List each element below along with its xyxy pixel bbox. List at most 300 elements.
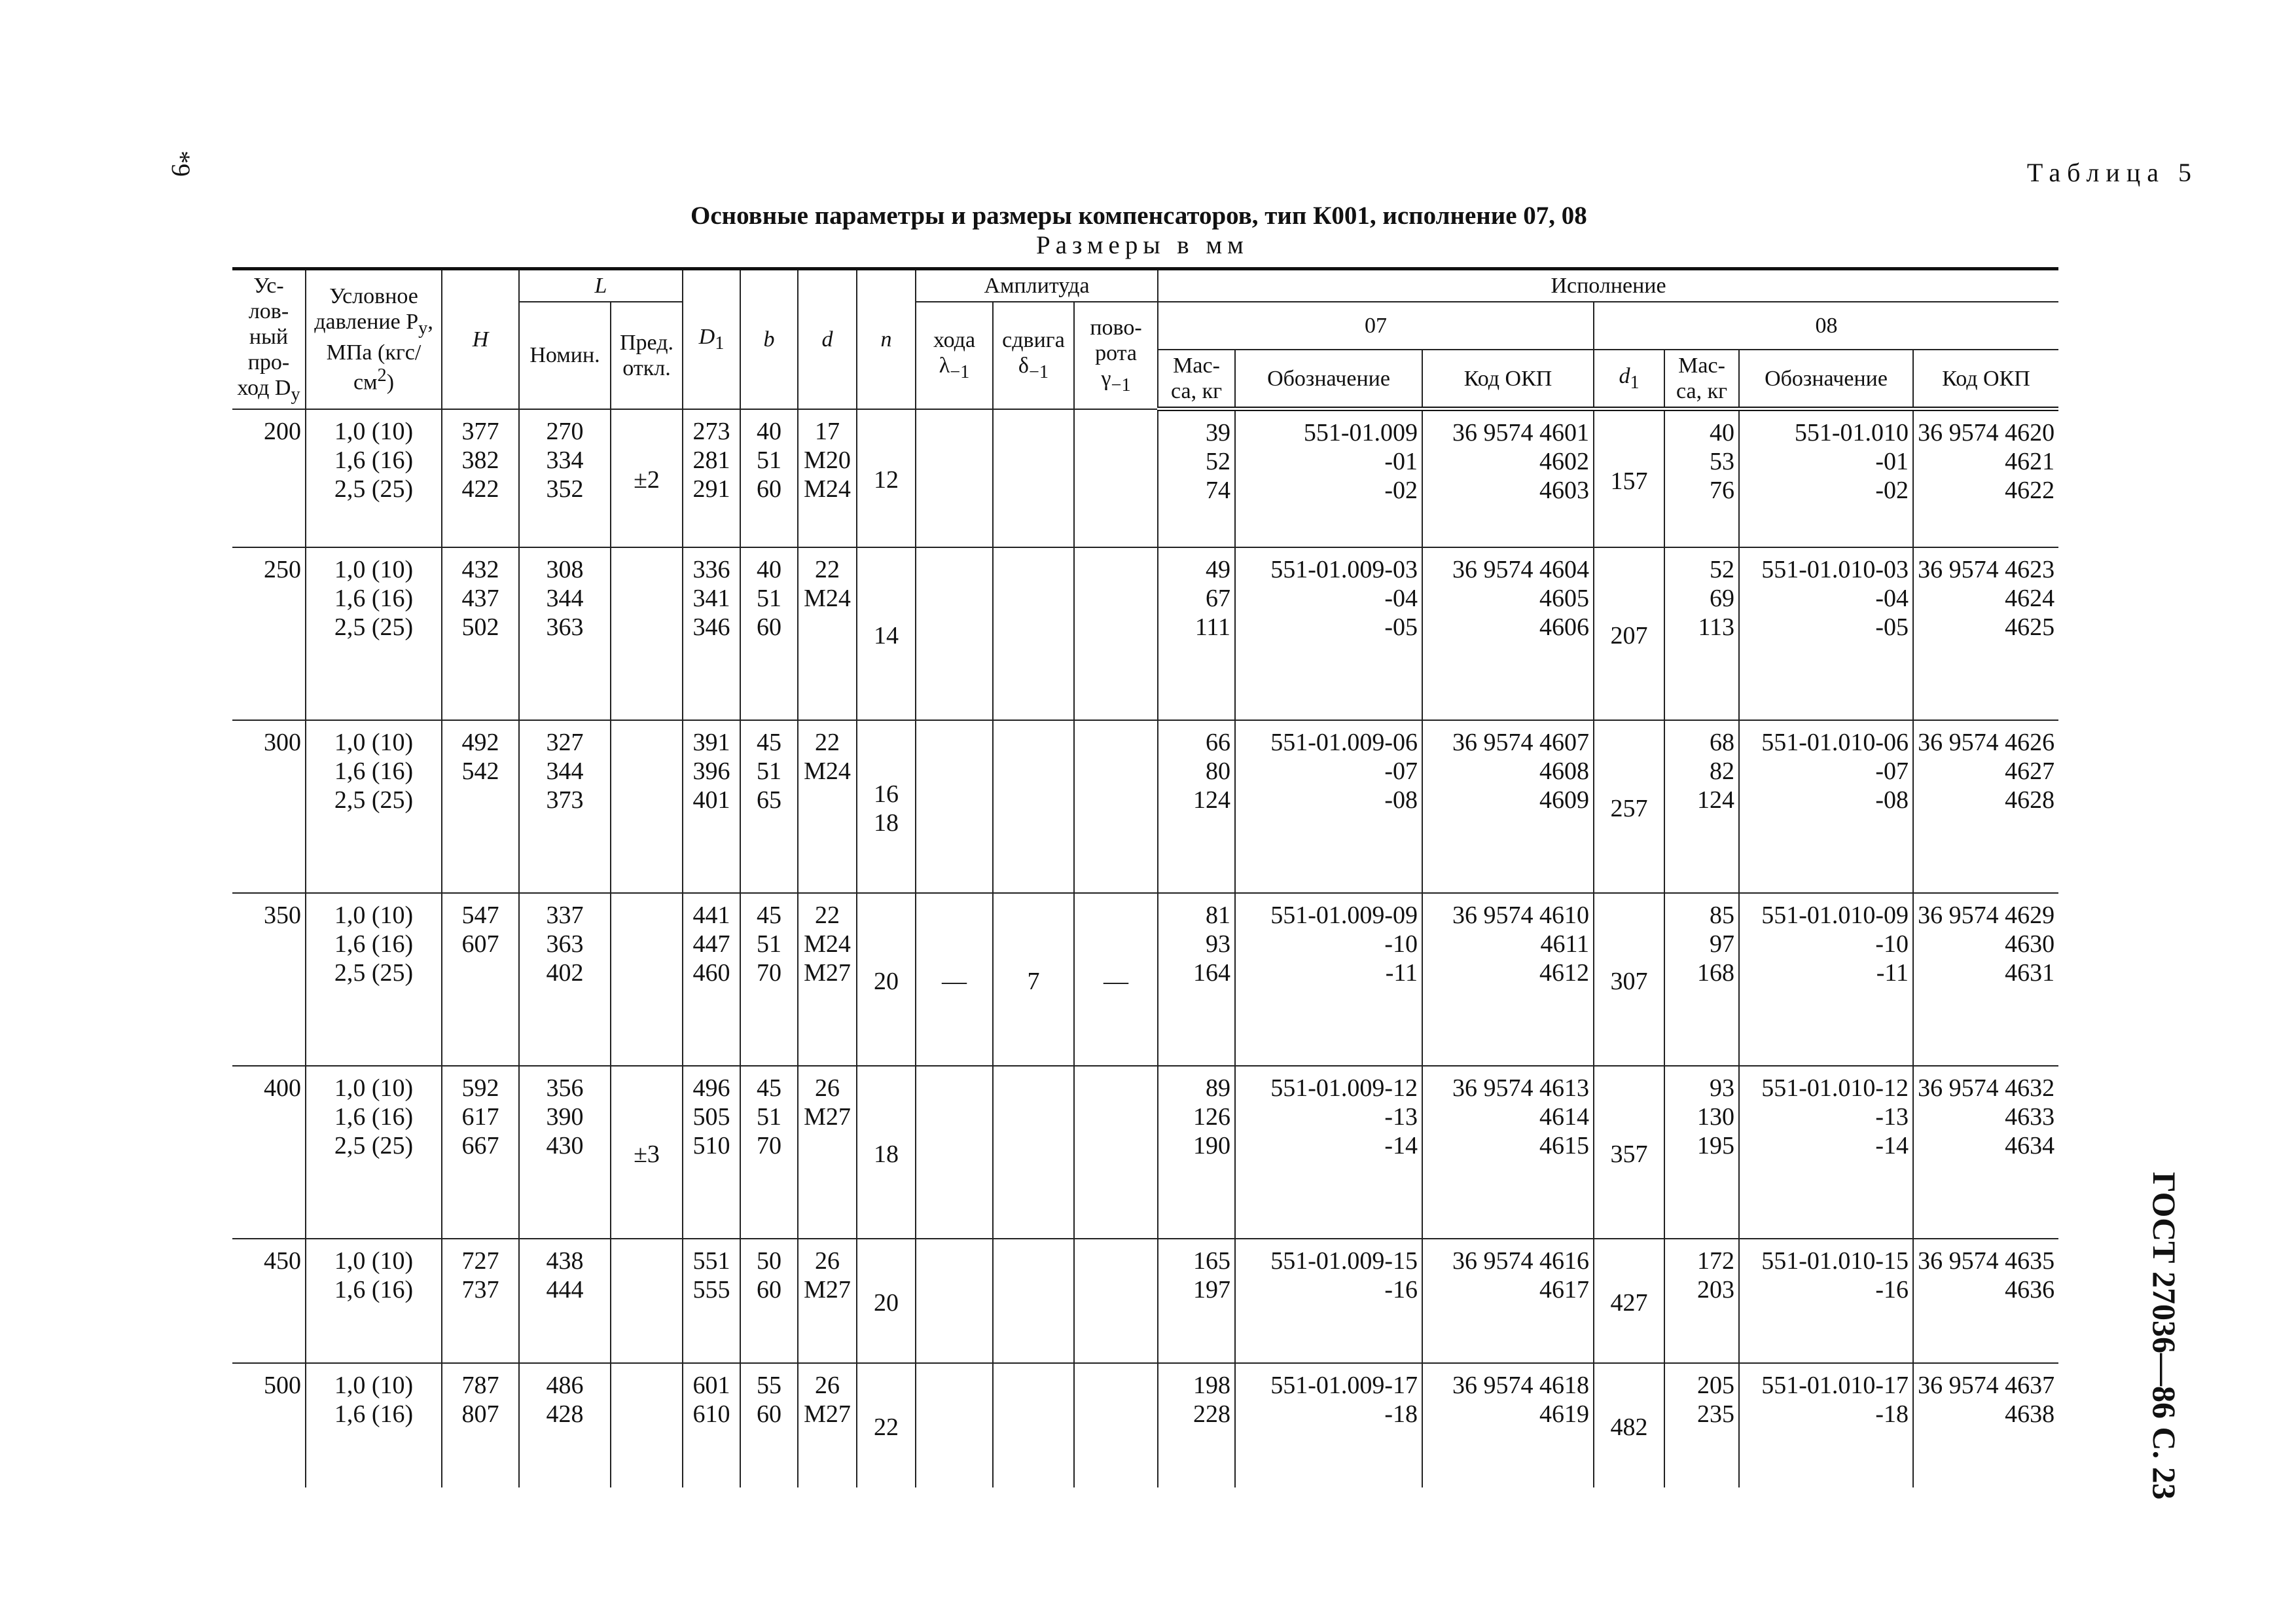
d-value: 22	[815, 555, 840, 583]
d1-value: 441	[692, 901, 730, 929]
col-header-n: n	[857, 269, 916, 409]
cell-h	[442, 720, 519, 893]
h-value: 382	[461, 446, 499, 474]
pressure-value: 1,0 (10)	[334, 901, 414, 929]
mass-07-value: 67	[1206, 584, 1231, 612]
designation-07-value: 551-01.009-03	[1270, 555, 1418, 583]
d1-value: 610	[692, 1400, 730, 1428]
col-header-okp-08: Код ОКП	[1913, 350, 2058, 409]
d-value: 22	[815, 728, 840, 756]
okp-08-value: 4625	[2005, 613, 2055, 641]
cell-okp-08	[1913, 547, 2058, 720]
d1-value: 281	[692, 446, 730, 474]
cell-n	[857, 720, 916, 893]
b-value: 45	[757, 1074, 782, 1102]
cell-pressure	[306, 1239, 442, 1363]
designation-08-value: 551-01.010-06	[1761, 728, 1909, 756]
cell-d1	[683, 720, 740, 893]
cell-d	[798, 547, 857, 720]
d1-value: 401	[692, 786, 730, 814]
mass-08-value: 68	[1710, 728, 1735, 756]
cell-amp-stroke: —	[916, 893, 993, 1066]
mass-07-value: 80	[1206, 757, 1231, 785]
pressure-value: 2,5 (25)	[334, 1131, 414, 1159]
designation-08-value: -01	[1875, 448, 1909, 476]
mass-08-value: 168	[1697, 958, 1735, 987]
cell-mass-07	[1158, 1363, 1235, 1487]
okp-07-value: 4619	[1539, 1400, 1590, 1428]
cell-d1-08: 207	[1594, 547, 1664, 720]
cell-dy: 450	[232, 1239, 306, 1363]
okp-08-value: 4628	[2005, 786, 2055, 814]
h-value: 502	[461, 613, 499, 641]
cell-amp-shift	[993, 547, 1074, 720]
col-header-execution: Исполнение	[1158, 269, 2058, 302]
l-nom-value: 356	[546, 1074, 584, 1102]
mass-08-value: 69	[1710, 584, 1735, 612]
cell-designation-08	[1739, 1239, 1913, 1363]
designation-08-value: -08	[1875, 786, 1909, 814]
cell-d	[798, 1363, 857, 1487]
col-header-okp-07: Код ОКП	[1422, 350, 1594, 409]
cell-amp-turn	[1074, 409, 1158, 547]
table-row	[232, 409, 2058, 547]
okp-07-value: 36 9574 4618	[1452, 1371, 1590, 1399]
h-value: 437	[461, 584, 499, 612]
okp-08-value: 4638	[2005, 1400, 2055, 1428]
designation-08-value: 551-01.010-12	[1761, 1074, 1909, 1102]
designation-07-value: -18	[1384, 1400, 1418, 1428]
pressure-value: 2,5 (25)	[334, 613, 414, 641]
b-value: 50	[757, 1247, 782, 1275]
mass-08-value: 195	[1697, 1131, 1735, 1159]
okp-08-value: 36 9574 4629	[1918, 901, 2055, 929]
cell-mass-08	[1664, 1363, 1739, 1487]
pressure-value: 1,6 (16)	[334, 757, 414, 785]
l-nom-value: 337	[546, 901, 584, 929]
cell-l-dev	[611, 547, 683, 720]
cell-okp-08	[1913, 1239, 2058, 1363]
designation-07-value: -05	[1384, 613, 1418, 641]
d1-value: 341	[692, 584, 730, 612]
cell-h	[442, 893, 519, 1066]
cell-d1-08: 357	[1594, 1066, 1664, 1239]
cell-h	[442, 547, 519, 720]
d-value: 22	[815, 901, 840, 929]
designation-08-value: -05	[1875, 613, 1909, 641]
cell-mass-08	[1664, 893, 1739, 1066]
mass-07-value: 165	[1193, 1247, 1231, 1275]
cell-l-nom	[519, 1239, 611, 1363]
cell-designation-08	[1739, 1066, 1913, 1239]
l-nom-value: 363	[546, 930, 584, 958]
l-nom-value: 270	[546, 417, 584, 445]
cell-okp-07	[1422, 720, 1594, 893]
table-row	[232, 1239, 2058, 1363]
designation-08-value: 551-01.010-15	[1761, 1247, 1909, 1275]
cell-mass-08	[1664, 1066, 1739, 1239]
mass-08-value: 40	[1710, 419, 1735, 447]
cell-okp-08	[1913, 1066, 2058, 1239]
mass-07-value: 81	[1206, 901, 1231, 929]
l-nom-value: 327	[546, 728, 584, 756]
okp-08-value: 36 9574 4620	[1918, 419, 2055, 447]
cell-d1	[683, 893, 740, 1066]
cell-amp-shift	[993, 1239, 1074, 1363]
b-value: 51	[757, 757, 782, 785]
cell-l-dev: ±3	[611, 1066, 683, 1239]
okp-08-value: 4622	[2005, 477, 2055, 505]
mass-08-value: 205	[1697, 1371, 1735, 1399]
cell-d	[798, 720, 857, 893]
cell-l-nom	[519, 720, 611, 893]
units-caption: Размеры в мм	[1036, 231, 1249, 259]
cell-d1	[683, 1066, 740, 1239]
mass-08-value: 172	[1697, 1247, 1735, 1275]
d1-value: 496	[692, 1074, 730, 1102]
col-header-mass-08: Мас-са, кг	[1664, 350, 1739, 409]
cell-designation-08	[1739, 893, 1913, 1066]
okp-08-value: 36 9574 4626	[1918, 728, 2055, 756]
cell-mass-07	[1158, 1066, 1235, 1239]
cell-okp-07	[1422, 893, 1594, 1066]
cell-amp-stroke	[916, 409, 993, 547]
mass-08-value: 52	[1710, 555, 1735, 583]
l-nom-value: 308	[546, 555, 584, 583]
cell-mass-07	[1158, 720, 1235, 893]
cell-amp-shift	[993, 1363, 1074, 1487]
cell-okp-08	[1913, 893, 2058, 1066]
cell-mass-08	[1664, 547, 1739, 720]
cell-dy: 400	[232, 1066, 306, 1239]
l-nom-value: 334	[546, 446, 584, 474]
mass-07-value: 52	[1206, 448, 1231, 476]
pressure-value: 1,0 (10)	[334, 555, 414, 583]
l-nom-value: 428	[546, 1400, 584, 1428]
cell-l-dev	[611, 1363, 683, 1487]
cell-l-nom	[519, 547, 611, 720]
cell-okp-08	[1913, 409, 2058, 547]
document-title: Основные параметры и размеры компенсаторов, тип К001, исполнение 07, 08	[691, 202, 1587, 230]
okp-07-value: 4615	[1539, 1131, 1590, 1159]
designation-07-value: -13	[1384, 1103, 1418, 1131]
parameters-table	[232, 267, 2058, 1487]
designation-07-value: 551-01.009-06	[1270, 728, 1418, 756]
h-value: 807	[461, 1400, 499, 1428]
h-value: 492	[461, 728, 499, 756]
mass-07-value: 111	[1194, 613, 1231, 641]
b-value: 60	[757, 1400, 782, 1428]
d1-value: 447	[692, 930, 730, 958]
cell-d1-08: 157	[1594, 409, 1664, 547]
d-value: 26	[815, 1074, 840, 1102]
cell-okp-07	[1422, 1066, 1594, 1239]
cell-h	[442, 409, 519, 547]
designation-08-value: -18	[1875, 1400, 1909, 1428]
designation-07-value: -08	[1384, 786, 1418, 814]
cell-d1-08: 257	[1594, 720, 1664, 893]
cell-d	[798, 1239, 857, 1363]
mass-08-value: 130	[1697, 1103, 1735, 1131]
okp-07-value: 36 9574 4616	[1452, 1247, 1590, 1275]
col-header-dy: Ус-лов-ный про-ход $D_у$	[232, 269, 306, 409]
col-header-d1: $D_1$	[683, 269, 740, 409]
col-header-amplitude: Амплитуда	[916, 269, 1158, 302]
okp-07-value: 4606	[1539, 613, 1590, 641]
mass-07-value: 198	[1193, 1371, 1231, 1399]
cell-d1	[683, 1363, 740, 1487]
cell-amp-shift	[993, 409, 1074, 547]
cell-l-dev: ±2	[611, 409, 683, 547]
d1-value: 396	[692, 757, 730, 785]
okp-07-value: 36 9574 4607	[1452, 728, 1590, 756]
cell-pressure	[306, 409, 442, 547]
mass-07-value: 190	[1193, 1131, 1231, 1159]
pressure-value: 1,0 (10)	[334, 1247, 414, 1275]
col-header-exec-08: 08	[1594, 302, 2058, 350]
b-value: 51	[757, 446, 782, 474]
col-header-pressure: Условное давление $P_у$, МПа $(кгс/см^2)$	[306, 269, 442, 409]
col-header-exec-07: 07	[1158, 302, 1594, 350]
pressure-value: 1,0 (10)	[334, 728, 414, 756]
b-value: 55	[757, 1371, 782, 1399]
cell-b	[740, 1239, 798, 1363]
d-value: 17	[815, 417, 840, 445]
table-row	[232, 1363, 2058, 1487]
cell-designation-07	[1235, 547, 1422, 720]
okp-08-value: 4631	[2005, 958, 2055, 987]
d-value: M27	[804, 958, 851, 987]
pressure-value: 2,5 (25)	[334, 475, 414, 503]
designation-07-value: 551-01.009-15	[1270, 1247, 1418, 1275]
cell-d1-08: 482	[1594, 1363, 1664, 1487]
mass-07-value: 66	[1206, 728, 1231, 756]
d-value: M24	[804, 757, 851, 785]
h-value: 727	[461, 1247, 499, 1275]
table-label: Таблица 5	[2026, 158, 2198, 187]
cell-l-nom	[519, 1363, 611, 1487]
cell-d1	[683, 547, 740, 720]
mass-07-value: 228	[1193, 1400, 1231, 1428]
b-value: 40	[757, 417, 782, 445]
pressure-value: 1,6 (16)	[334, 446, 414, 474]
cell-b	[740, 409, 798, 547]
l-nom-value: 430	[546, 1131, 584, 1159]
cell-amp-stroke	[916, 1066, 993, 1239]
okp-08-value: 4621	[2005, 448, 2055, 476]
mass-07-value: 126	[1193, 1103, 1231, 1131]
designation-08-value: -10	[1875, 930, 1909, 958]
designation-07-value: -10	[1384, 930, 1418, 958]
cell-pressure	[306, 893, 442, 1066]
b-value: 51	[757, 1103, 782, 1131]
pressure-value: 1,6 (16)	[334, 1275, 414, 1304]
b-value: 40	[757, 555, 782, 583]
cell-l-nom	[519, 409, 611, 547]
cell-designation-08	[1739, 720, 1913, 893]
mass-08-value: 203	[1697, 1275, 1735, 1304]
l-nom-value: 344	[546, 584, 584, 612]
cell-dy: 500	[232, 1363, 306, 1487]
d-value: 26	[815, 1371, 840, 1399]
table-row	[232, 1066, 2058, 1239]
l-nom-value: 486	[546, 1371, 584, 1399]
designation-07-value: -14	[1384, 1131, 1418, 1159]
cell-mass-07	[1158, 409, 1235, 547]
designation-08-value: -04	[1875, 584, 1909, 612]
col-header-l: L	[519, 269, 683, 302]
col-header-amp-turn: пово-рота $\gamma_{-1}$	[1074, 302, 1158, 409]
d1-value: 460	[692, 958, 730, 987]
cell-okp-08	[1913, 720, 2058, 893]
okp-08-value: 36 9574 4637	[1918, 1371, 2055, 1399]
n-value: 16	[874, 780, 899, 808]
cell-mass-08	[1664, 1239, 1739, 1363]
cell-designation-07	[1235, 720, 1422, 893]
okp-08-value: 4636	[2005, 1275, 2055, 1304]
b-value: 60	[757, 613, 782, 641]
cell-dy: 350	[232, 893, 306, 1066]
okp-07-value: 4617	[1539, 1275, 1590, 1304]
l-nom-value: 402	[546, 958, 584, 987]
designation-07-value: -01	[1384, 448, 1418, 476]
mass-08-value: 82	[1710, 757, 1735, 785]
col-header-l-nom: Номин.	[519, 302, 611, 409]
d-value: M20	[804, 446, 851, 474]
pressure-value: 1,6 (16)	[334, 1103, 414, 1131]
h-value: 377	[461, 417, 499, 445]
h-value: 432	[461, 555, 499, 583]
cell-pressure	[306, 720, 442, 893]
h-value: 737	[461, 1275, 499, 1304]
pressure-value: 2,5 (25)	[334, 958, 414, 987]
l-nom-value: 352	[546, 475, 584, 503]
d-value: M27	[804, 1400, 851, 1428]
okp-07-value: 36 9574 4613	[1452, 1074, 1590, 1102]
designation-08-value: -07	[1875, 757, 1909, 785]
designation-08-value: -14	[1875, 1131, 1909, 1159]
designation-08-value: -16	[1875, 1275, 1909, 1304]
d1-value: 391	[692, 728, 730, 756]
cell-amp-stroke	[916, 720, 993, 893]
designation-08-value: 551-01.010-17	[1761, 1371, 1909, 1399]
pressure-value: 1,0 (10)	[334, 1371, 414, 1399]
pressure-value: 1,6 (16)	[334, 584, 414, 612]
cell-mass-07	[1158, 547, 1235, 720]
designation-07-value: 551-01.009-12	[1270, 1074, 1418, 1102]
okp-07-value: 4603	[1539, 477, 1590, 505]
table-row	[232, 547, 2058, 720]
cell-n: 14	[857, 547, 916, 720]
l-nom-value: 344	[546, 757, 584, 785]
okp-07-value: 4608	[1539, 757, 1590, 785]
designation-07-value: -07	[1384, 757, 1418, 785]
d-value: M24	[804, 475, 851, 503]
cell-n: 12	[857, 409, 916, 547]
okp-07-value: 4611	[1540, 930, 1590, 958]
cell-l-nom	[519, 1066, 611, 1239]
d1-value: 551	[692, 1247, 730, 1275]
cell-h	[442, 1363, 519, 1487]
b-value: 51	[757, 930, 782, 958]
designation-07-value: -11	[1385, 958, 1418, 987]
cell-l-dev	[611, 1239, 683, 1363]
okp-07-value: 36 9574 4610	[1452, 901, 1590, 929]
okp-08-value: 4627	[2005, 757, 2055, 785]
cell-designation-07	[1235, 1066, 1422, 1239]
cell-d1	[683, 1239, 740, 1363]
cell-d1	[683, 409, 740, 547]
okp-07-value: 4602	[1539, 448, 1590, 476]
cell-b	[740, 547, 798, 720]
standard-code: ГОСТ 27036—86 С. 23	[2146, 1172, 2183, 1500]
cell-designation-07	[1235, 1239, 1422, 1363]
b-value: 51	[757, 584, 782, 612]
cell-l-dev	[611, 893, 683, 1066]
corner-mark: *9	[166, 151, 196, 177]
d-value: 26	[815, 1247, 840, 1275]
okp-07-value: 36 9574 4604	[1452, 555, 1590, 583]
col-header-b: b	[740, 269, 798, 409]
cell-mass-07	[1158, 893, 1235, 1066]
mass-08-value: 97	[1710, 930, 1735, 958]
mass-08-value: 235	[1697, 1400, 1735, 1428]
h-value: 542	[461, 757, 499, 785]
cell-pressure	[306, 1066, 442, 1239]
cell-dy: 300	[232, 720, 306, 893]
cell-okp-07	[1422, 547, 1594, 720]
designation-07-value: -02	[1384, 477, 1418, 505]
okp-08-value: 4634	[2005, 1131, 2055, 1159]
cell-amp-stroke	[916, 1363, 993, 1487]
b-value: 45	[757, 901, 782, 929]
cell-amp-shift: 7	[993, 893, 1074, 1066]
cell-h	[442, 1239, 519, 1363]
cell-l-nom	[519, 893, 611, 1066]
d-value: M24	[804, 930, 851, 958]
cell-designation-07	[1235, 893, 1422, 1066]
cell-okp-07	[1422, 1239, 1594, 1363]
mass-07-value: 93	[1206, 930, 1231, 958]
d1-value: 346	[692, 613, 730, 641]
cell-designation-07	[1235, 1363, 1422, 1487]
h-value: 787	[461, 1371, 499, 1399]
cell-b	[740, 893, 798, 1066]
mass-07-value: 74	[1206, 477, 1231, 505]
cell-amp-stroke	[916, 547, 993, 720]
l-nom-value: 444	[546, 1275, 584, 1304]
h-value: 607	[461, 930, 499, 958]
d1-value: 273	[692, 417, 730, 445]
designation-07-value: -16	[1384, 1275, 1418, 1304]
d-value: M27	[804, 1275, 851, 1304]
cell-okp-07	[1422, 409, 1594, 547]
mass-08-value: 76	[1710, 477, 1735, 505]
d1-value: 505	[692, 1103, 730, 1131]
designation-08-value: -13	[1875, 1103, 1909, 1131]
cell-amp-turn	[1074, 547, 1158, 720]
col-header-designation-07: Обозначение	[1235, 350, 1422, 409]
mass-07-value: 49	[1206, 555, 1231, 583]
n-value: 18	[874, 809, 899, 837]
cell-b	[740, 720, 798, 893]
okp-07-value: 4612	[1539, 958, 1590, 987]
mass-07-value: 39	[1206, 419, 1231, 447]
cell-l-dev	[611, 720, 683, 893]
cell-mass-08	[1664, 720, 1739, 893]
cell-b	[740, 1066, 798, 1239]
cell-amp-turn	[1074, 1239, 1158, 1363]
